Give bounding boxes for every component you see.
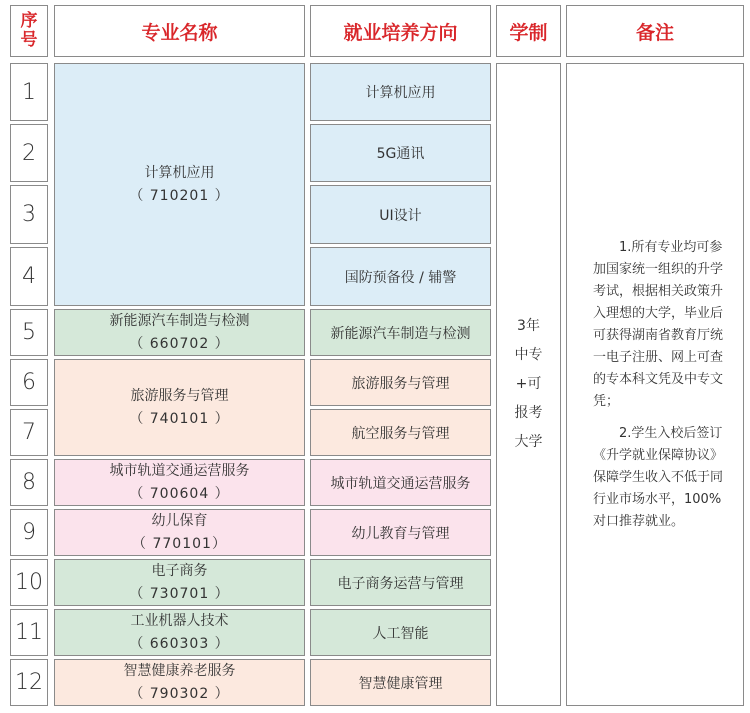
direction-cell: 城市轨道交通运营服务 [310, 459, 491, 506]
direction-cell: 幼儿教育与管理 [310, 509, 491, 556]
row-number: 1 [10, 63, 48, 121]
header-seq-line1: 序 [20, 11, 38, 31]
remarks-cell [566, 63, 744, 706]
major-name: 电子商务 [151, 562, 208, 579]
duration-line: +可 [515, 376, 542, 392]
major-cell [54, 309, 305, 356]
header-remarks: 备注 [566, 5, 744, 57]
row-number: 8 [10, 459, 48, 506]
major-name: 城市轨道交通运营服务 [109, 462, 250, 479]
major-cell [54, 459, 305, 506]
duration-line: 大学 [514, 434, 543, 450]
major-name: 工业机器人技术 [130, 612, 229, 629]
row-number: 3 [10, 185, 48, 244]
direction-cell: 新能源汽车制造与检测 [310, 309, 491, 356]
major-cell [54, 559, 305, 606]
major-cell [54, 359, 305, 456]
row-number: 9 [10, 509, 48, 556]
row-number: 6 [10, 359, 48, 406]
direction-cell: 5G通讯 [310, 124, 491, 182]
row-number: 2 [10, 124, 48, 182]
row-number: 12 [10, 659, 48, 706]
major-code: （ 660702 ） [129, 335, 230, 352]
header-seq [10, 5, 48, 57]
direction-cell: 航空服务与管理 [310, 409, 491, 456]
major-name: 新能源汽车制造与检测 [109, 312, 250, 329]
direction-cell: 智慧健康管理 [310, 659, 491, 706]
major-cell [54, 609, 305, 656]
remarks-paragraph-1: 1.所有专业均可参加国家统一组织的升学考试，根据相关政策升入理想的大学，毕业后可获得湖南省教育厅统一电子注册、网上可查的专本科文凭及中专文凭； [593, 239, 724, 409]
row-number: 4 [10, 247, 48, 306]
major-code: （ 790302 ） [129, 685, 230, 702]
duration-cell [496, 63, 561, 706]
major-code: （ 660303 ） [129, 635, 230, 652]
header-seq-line2: 号 [20, 30, 38, 50]
major-name: 幼儿保育 [151, 512, 208, 529]
major-name: 旅游服务与管理 [130, 387, 229, 404]
direction-cell: 国防预备役 / 辅警 [310, 247, 491, 306]
duration-line: 3年 [517, 318, 540, 334]
header-duration: 学制 [496, 5, 561, 57]
major-name: 计算机应用 [144, 164, 215, 181]
major-code: （ 710201 ） [129, 187, 230, 204]
header-major: 专业名称 [54, 5, 305, 57]
row-number: 7 [10, 409, 48, 456]
major-name: 智慧健康养老服务 [123, 662, 236, 679]
header-direction: 就业培养方向 [310, 5, 491, 57]
direction-cell: 计算机应用 [310, 63, 491, 121]
major-code: （ 770101） [132, 535, 227, 552]
duration-line: 中专 [514, 347, 543, 363]
major-code: （ 700604 ） [129, 485, 230, 502]
duration-line: 报考 [514, 405, 543, 421]
direction-cell: UI设计 [310, 185, 491, 244]
direction-cell: 电子商务运营与管理 [310, 559, 491, 606]
row-number: 10 [10, 559, 48, 606]
remarks-paragraph-2: 2.学生入校后签订《升学就业保障协议》 保障学生收入不低于同行业市场水平，100%对口推荐就业。 [593, 425, 724, 529]
major-cell [54, 659, 305, 706]
major-cell [54, 509, 305, 556]
row-number: 5 [10, 309, 48, 356]
major-cell [54, 63, 305, 306]
direction-cell: 旅游服务与管理 [310, 359, 491, 406]
row-number: 11 [10, 609, 48, 656]
major-code: （ 730701 ） [129, 585, 230, 602]
direction-cell: 人工智能 [310, 609, 491, 656]
major-code: （ 740101 ） [129, 410, 230, 427]
